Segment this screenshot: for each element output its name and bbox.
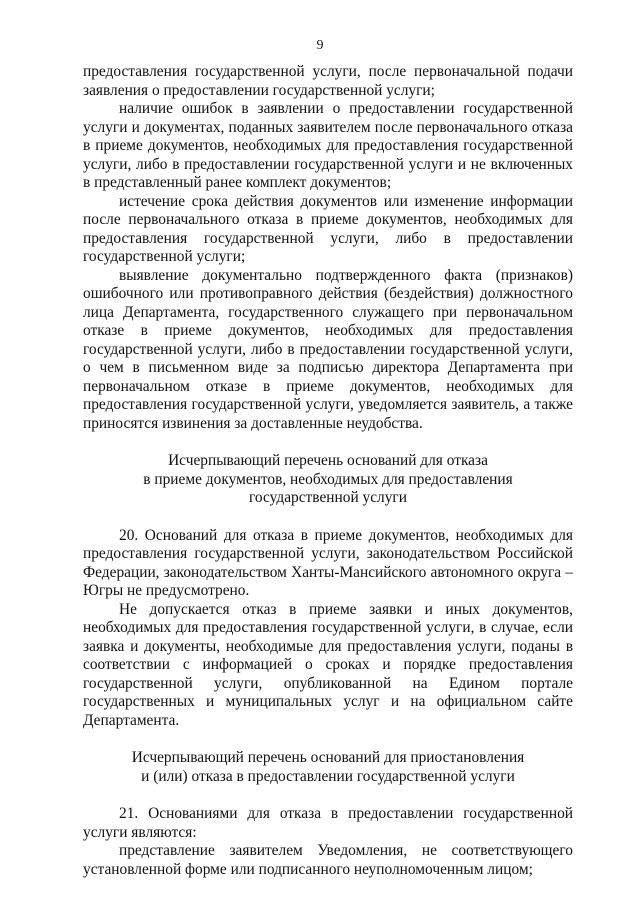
paragraph-expiry-of-documents: истечение срока действия документов или изменение информации после первоначального отказа в приеме документов, необходимых для предоставления государственной услуги, либо в предоставлении государственной услуги; <box>83 192 573 265</box>
heading-line: в приеме документов, необходимых для предоставления <box>143 470 513 488</box>
paragraph-erroneous-action: выявление документально подтвержденного факта (признаков) ошибочного или противоправного действия (бездействия) должностного лица Департамента, государственного служащего при первоначальном отказе в приеме документов, необходимых для предоставления государственной услуги, либо в предоставлении государственной услуги, о чем в письменном виде за подписью директора Департамента при первоначальном отказе в приеме документов, необходимых для предоставления государственной услуги, уведомляется заявитель, а также приносятся извинения за доставленные неудобства. <box>83 266 573 432</box>
section-heading-refusal-reasons <box>83 452 573 508</box>
heading-line: государственной услуги <box>249 489 407 506</box>
paragraph-clause-21: 21. Основаниями для отказа в предоставлении государственной услуги являются: <box>83 805 573 841</box>
document-body <box>83 63 573 879</box>
paragraph-clause-20: 20. Оснований для отказа в приеме документов, необходимых для предоставления государственной услуги, законодательством Российской Федерации, законодательством Ханты-Мансийского автономного округа – Югры не предусмотрено. <box>83 526 573 599</box>
section-heading-suspension-reasons <box>83 749 573 786</box>
paragraph-continuation: предоставления государственной услуги, после первоначальной подачи заявления о предоставлении государственной услуги; <box>83 63 573 99</box>
heading-line: и (или) отказа в предоставлении государственной услуги <box>141 767 515 785</box>
paragraph-refusal-not-allowed: Не допускается отказ в приеме заявки и иных документов, необходимых для предоставления государственной услуги, в случае, если заявка и документы, необходимые для предоставления услуги, поданы в соответствии с информацией о сроках и порядке предоставления государственной услуги, опубликованной на Едином портале государственных и муниципальных услуг и на официальном сайте Департамента. <box>83 600 573 729</box>
paragraph-errors-in-application: наличие ошибок в заявлении о предоставлении государственной услуги и документах, поданных заявителем после первоначального отказа в приеме документов, необходимых для предоставления государственной услуги, либо в предоставлении государственной услуги и не включенных в представленный ранее комплект документов; <box>83 100 573 191</box>
heading-line: Исчерпывающий перечень оснований для приостановления <box>131 749 525 766</box>
paragraph-notification-mismatch: представление заявителем Уведомления, не соответствующего установленной форме или подписанного неуполномоченным лицом; <box>83 842 573 878</box>
page-number: 9 <box>316 38 324 53</box>
heading-line: Исчерпывающий перечень оснований для отказа <box>168 452 488 469</box>
